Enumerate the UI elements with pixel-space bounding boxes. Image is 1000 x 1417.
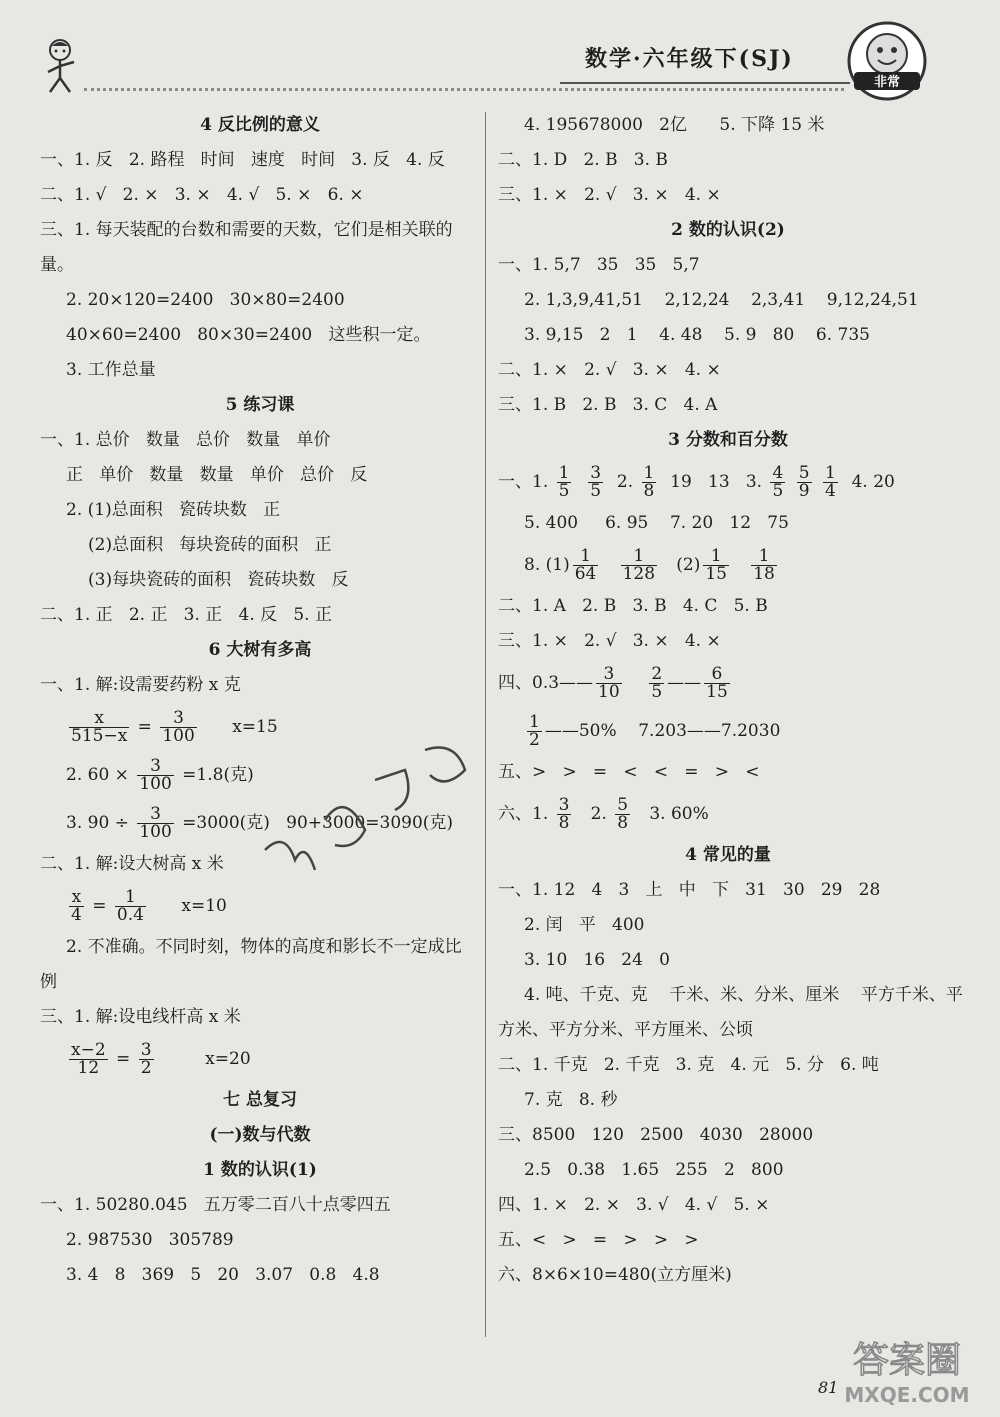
answer-line: 2. 987530 305789 xyxy=(66,1230,234,1250)
answer-line: 4. 吨、千克、克 千米、米、分米、厘米 平方千米、平 xyxy=(524,985,963,1005)
fraction xyxy=(615,797,630,832)
answer-line: 一、1. 总价 数量 总价 数量 单价 xyxy=(40,430,331,450)
header-dotted-rule xyxy=(84,88,844,91)
numerator: 1 xyxy=(824,463,836,483)
section-heading: 2 数的认识(2) xyxy=(671,220,785,240)
equation-text: x=20 xyxy=(156,1049,251,1069)
section-heading: 1 数的认识(1) xyxy=(203,1160,317,1180)
denominator: 15 xyxy=(706,682,728,702)
numerator: 1 xyxy=(115,889,146,907)
denominator: 12 xyxy=(77,1058,100,1078)
answer-line: 3. 工作总量 xyxy=(66,360,156,380)
numerator: 3 xyxy=(596,666,622,684)
equation-text: —— xyxy=(667,673,702,693)
answer-line: 二、1. 千克 2. 千克 3. 克 4. 元 5. 分 6. 吨 xyxy=(498,1055,879,1075)
equation-line xyxy=(498,790,958,838)
answer-line: 4. 195678000 2亿 5. 下降 15 米 xyxy=(524,115,825,135)
badge-text: 非常 xyxy=(873,75,901,90)
answer-line: 3. 4 8 369 5 20 3.07 0.8 4.8 xyxy=(66,1265,380,1285)
answer-line: 2. 1,3,9,41,51 2,12,24 2,3,41 9,12,24,51 xyxy=(524,290,919,310)
answer-line: 2.5 0.38 1.65 255 2 800 xyxy=(524,1160,784,1180)
denominator: 100 xyxy=(162,726,195,746)
equation-text: = xyxy=(110,1049,136,1069)
answer-line: 一、1. 解:设需要药粉 x 克 xyxy=(40,675,241,695)
column-divider xyxy=(485,112,486,1337)
page-header xyxy=(0,0,1000,110)
equation-text: =1.8(克) xyxy=(176,765,254,785)
answer-line: 2. (1)总面积 瓷砖块数 正 xyxy=(66,500,281,520)
denominator: 4 xyxy=(824,481,836,501)
answer-line: 五、< > = > > > xyxy=(498,1230,699,1250)
brand-badge-icon xyxy=(846,20,928,102)
answer-line: 一、1. 反 2. 路程 时间 速度 时间 3. 反 4. 反 xyxy=(40,150,445,170)
denominator: 0.4 xyxy=(116,905,144,925)
equation-text: 2. xyxy=(606,472,639,492)
numerator: x xyxy=(69,889,84,907)
mascot-icon xyxy=(38,36,82,96)
answer-line: 3. 9,15 2 1 4. 48 5. 9 80 6. 735 xyxy=(524,325,870,345)
page-number: 81 xyxy=(818,1378,839,1397)
denominator: 8 xyxy=(643,481,655,501)
answer-line: 2. 不准确。不同时刻，物体的高度和影长不一定成比 xyxy=(66,937,462,957)
answer-line: 正 单价 数量 数量 单价 总价 反 xyxy=(66,465,368,485)
watermark-url: MXQE.COM xyxy=(844,1383,970,1407)
watermark-title: 答案圈 xyxy=(852,1340,962,1381)
fraction xyxy=(588,465,603,500)
numerator: 1 xyxy=(529,712,540,732)
equation-text: 3. 60% xyxy=(633,804,709,824)
fraction xyxy=(703,548,729,583)
numerator: 3 xyxy=(590,463,602,483)
fraction xyxy=(797,465,812,500)
equation-text: x=15 xyxy=(199,717,278,737)
numerator: 3 xyxy=(137,758,173,776)
denominator: 18 xyxy=(753,564,775,584)
fraction xyxy=(649,666,664,701)
denominator: 128 xyxy=(622,564,656,584)
denominator: 5 xyxy=(590,481,602,501)
numerator: 6 xyxy=(704,666,730,684)
left-column xyxy=(40,108,480,1293)
denominator: 2 xyxy=(529,730,540,750)
equation-text: =3000(克) 90+3000=3090(克) xyxy=(176,813,454,833)
answer-line: 三、8500 120 2500 4030 28000 xyxy=(498,1125,814,1145)
denominator: 10 xyxy=(598,682,620,702)
section-heading: 4 反比例的意义 xyxy=(200,115,320,135)
answer-line: (3)每块瓷砖的面积 瓷砖块数 反 xyxy=(88,570,349,590)
fraction xyxy=(69,1042,108,1077)
fraction xyxy=(115,889,146,924)
denominator: 8 xyxy=(617,813,629,833)
equation-text xyxy=(788,472,793,492)
equation-text: = xyxy=(132,717,158,737)
answer-line: 四、1. × 2. × 3. √ 4. √ 5. × xyxy=(498,1195,770,1215)
fraction xyxy=(823,465,838,500)
answer-line: 三、1. 解:设电线杆高 x 米 xyxy=(40,1007,241,1027)
denominator: 15 xyxy=(705,564,727,584)
answer-line: 二、1. D 2. B 3. B xyxy=(498,150,668,170)
equation-text xyxy=(625,673,647,693)
numerator: 1 xyxy=(558,463,570,483)
numerator: 5 xyxy=(798,463,810,483)
fraction xyxy=(69,710,129,745)
denominator: 64 xyxy=(574,564,597,584)
fraction xyxy=(137,758,173,793)
denominator: 4 xyxy=(71,905,82,925)
numerator: x xyxy=(69,710,129,728)
answer-line: 一、1. 50280.045 五万零二百八十点零四五 xyxy=(40,1195,391,1215)
section-heading: 4 常见的量 xyxy=(685,845,771,865)
answer-line: 2. 闰 平 400 xyxy=(524,915,645,935)
numerator: 1 xyxy=(643,463,655,483)
fraction xyxy=(160,710,196,745)
denominator: 100 xyxy=(139,822,172,842)
answer-line: 三、1. × 2. √ 3. × 4. × xyxy=(498,185,721,205)
equation-line xyxy=(498,707,958,755)
equation-text xyxy=(732,555,748,575)
numerator: 1 xyxy=(573,548,599,566)
numerator: x−2 xyxy=(71,1040,106,1060)
denominator: 5 xyxy=(772,481,784,501)
numerator: 1 xyxy=(751,548,777,566)
handwritten-scribble xyxy=(255,730,475,880)
fraction xyxy=(139,1042,154,1077)
equation-text: 3. 90 ÷ xyxy=(66,813,135,833)
answer-line: 7. 克 8. 秒 xyxy=(524,1090,618,1110)
equation-line xyxy=(498,541,958,589)
watermark-logo xyxy=(822,1330,992,1410)
denominator: 515−x xyxy=(71,726,128,746)
answer-line: 二、1. × 2. √ 3. × 4. × xyxy=(498,360,721,380)
fraction xyxy=(137,806,173,841)
fraction xyxy=(557,465,572,500)
answer-line: 二、1. 解:设大树高 x 米 xyxy=(40,854,224,874)
fraction xyxy=(642,465,657,500)
equation-text: 2. xyxy=(574,804,613,824)
equation-line xyxy=(498,458,958,506)
fraction xyxy=(69,889,84,924)
answer-line: 二、1. √ 2. × 3. × 4. √ 5. × 6. × xyxy=(40,185,364,205)
fraction xyxy=(704,666,730,701)
header-rule xyxy=(560,82,850,84)
denominator: 100 xyxy=(139,774,172,794)
answer-line: 方米、平方分米、平方厘米、公顷 xyxy=(498,1020,753,1040)
fraction xyxy=(573,548,599,583)
equation-text: = xyxy=(86,896,112,916)
answer-line: (2)总面积 每块瓷砖的面积 正 xyxy=(88,535,332,555)
equation-text: 一、1. xyxy=(498,472,554,492)
equation-text xyxy=(815,472,820,492)
denominator: 5 xyxy=(651,682,663,702)
answer-line: 三、1. × 2. √ 3. × 4. × xyxy=(498,631,721,651)
equation-text: 8. (1) xyxy=(524,555,570,575)
section-heading: 七 总复习 xyxy=(223,1090,297,1110)
section-heading: (一)数与代数 xyxy=(209,1125,311,1145)
numerator: 5 xyxy=(617,795,629,815)
answer-line: 3. 10 16 24 0 xyxy=(524,950,670,970)
answer-line: 三、1. 每天装配的台数和需要的天数，它们是相关联的 xyxy=(40,220,453,240)
equation-line xyxy=(40,882,480,930)
answer-line: 六、8×6×10=480(立方厘米) xyxy=(498,1265,732,1285)
fraction xyxy=(770,465,785,500)
fraction xyxy=(621,548,657,583)
section-heading: 5 练习课 xyxy=(225,395,295,415)
equation-text: ——50% 7.203——7.2030 xyxy=(544,721,781,741)
section-heading: 6 大树有多高 xyxy=(208,640,312,660)
equation-text: 4. 20 xyxy=(840,472,895,492)
denominator: 5 xyxy=(558,481,570,501)
answer-line: 二、1. A 2. B 3. B 4. C 5. B xyxy=(498,596,768,616)
numerator: 2 xyxy=(651,664,663,684)
fraction xyxy=(751,548,777,583)
equation-text: (2) xyxy=(660,555,701,575)
right-column xyxy=(498,108,963,1293)
fraction xyxy=(527,714,542,749)
fraction xyxy=(557,797,572,832)
fraction xyxy=(596,666,622,701)
answer-line: 二、1. 正 2. 正 3. 正 4. 反 5. 正 xyxy=(40,605,332,625)
answer-line: 一、1. 5,7 35 35 5,7 xyxy=(498,255,700,275)
numerator: 1 xyxy=(621,548,657,566)
equation-text xyxy=(574,472,585,492)
equation-text: 19 13 3. xyxy=(659,472,768,492)
answer-line: 五、> > = < < = > < xyxy=(498,762,760,782)
numerator: 1 xyxy=(703,548,729,566)
answer-line: 5. 400 6. 95 7. 20 12 75 xyxy=(524,513,789,533)
answer-line: 2. 20×120=2400 30×80=2400 xyxy=(66,290,345,310)
equation-text xyxy=(601,555,617,575)
equation-line xyxy=(498,659,958,707)
equation-text: 2. 60 × xyxy=(66,765,135,785)
header-title: 数学·六年级下(SJ) xyxy=(585,46,794,72)
denominator: 9 xyxy=(798,481,810,501)
numerator: 4 xyxy=(772,463,784,483)
numerator: 3 xyxy=(137,806,173,824)
denominator: 8 xyxy=(558,813,570,833)
answer-line: 40×60=2400 80×30=2400 这些积一定。 xyxy=(66,325,431,345)
equation-text: 六、1. xyxy=(498,804,554,824)
numerator: 3 xyxy=(140,1040,152,1060)
numerator: 3 xyxy=(558,795,570,815)
equation-text: x=10 xyxy=(148,896,227,916)
equation-text: 四、0.3—— xyxy=(498,673,594,693)
answer-line: 三、1. B 2. B 3. C 4. A xyxy=(498,395,718,415)
numerator: 3 xyxy=(160,710,196,728)
equation-line xyxy=(40,1035,480,1083)
section-heading: 3 分数和百分数 xyxy=(668,430,788,450)
answer-line: 一、1. 12 4 3 上 中 下 31 30 29 28 xyxy=(498,880,881,900)
answer-line: 例 xyxy=(40,972,57,992)
denominator: 2 xyxy=(140,1058,152,1078)
answer-line: 量。 xyxy=(40,255,74,275)
